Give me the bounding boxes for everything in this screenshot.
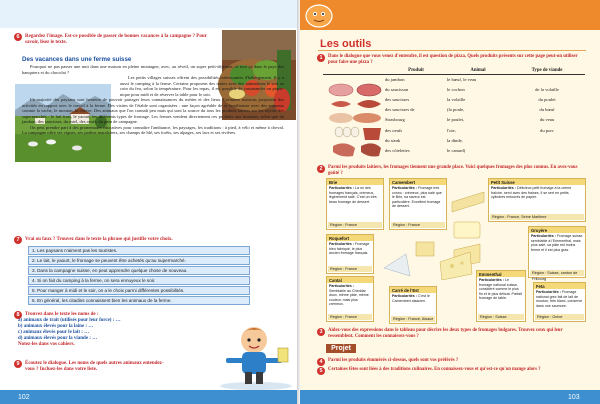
animal-cell: le canard) (447, 147, 466, 153)
article-paragraph: On peut prendre part à des promenades éducatives pour connaître l'ambiance, les paysages, les traditions : à pied, à vélo et même à cheval. La campagne offre ses vignes, ses jardins maraîchers, ses champs de blé, ses forêts, ses alpages, ses lacs et ses rivières. (22, 124, 284, 135)
cheese-name: Emmenthal (477, 271, 525, 277)
cheese-card-petit-suisse (488, 178, 586, 222)
animal-cell: (la poule, (447, 107, 465, 113)
animal-cell: la volaille (447, 96, 466, 102)
meat-type-cell: du porc (540, 127, 554, 133)
animal-cell: le bœuf, le veau (447, 76, 477, 82)
product-cell: du jambon (385, 76, 405, 82)
exercise-number: 6 (14, 33, 22, 41)
cartoon-child-illustration (196, 318, 296, 390)
right-page (300, 0, 600, 404)
statement-item: 4. Si on fait du camping à la ferme, on sera ennuyeux le soir. (28, 276, 250, 285)
cheese-name: Roquefort (327, 235, 373, 241)
cheese-card-camembert (389, 178, 447, 230)
table-header: Produit (385, 67, 447, 74)
exercise-4 (318, 358, 588, 364)
table-header: Animal (447, 67, 509, 74)
orange-character-icon (304, 2, 334, 28)
exercise-7-text: Vrai ou faux ? Trouvez dans le texte la phrase qui justifie votre choix. (25, 237, 173, 242)
cheese-card-gruyere (528, 226, 586, 281)
product-cell: des saucisses (385, 96, 410, 102)
cheese-card-feta (533, 282, 586, 322)
exercise-8-item: a) animaux de trait (utilisés pour leur force) : … (18, 318, 121, 323)
exercise-8-note: Notez-les dans vos cahiers. (18, 342, 75, 347)
exercise-1-text: Dans le dialogue que vous venez d'entendre, il est question de pizza. Quels produits présents sur cette page peut-on utiliser pour faire une pizza ? (328, 54, 578, 65)
exercise-7 (15, 237, 285, 243)
page-number: 102 (18, 394, 30, 401)
cheese-region: Région : France (328, 314, 372, 320)
statement-item: 3. Dans la campagne suisse, en peut apprendre quelque chose de nouveau. (28, 266, 250, 275)
exercise-8-item: b) animaux élevés pour la laine : … (18, 324, 94, 329)
bottom-band (300, 390, 600, 404)
article-paragraph: Pourquoi ne pas passer une nuit dans une maison en pleine montagne, avec, au réveil, un super petit-déjeuner, et tout ça dans le pays des banquiers et du chocolat ? (22, 64, 284, 75)
cheese-region: Région : France (328, 266, 372, 272)
meat-type-cell: de la volaille (535, 86, 559, 92)
top-band (300, 0, 600, 30)
cheese-name: Cantal (327, 277, 373, 283)
meat-type-cell (509, 145, 585, 155)
cheese-region: Région : Suisse, canton de Fribourg (530, 270, 584, 276)
exercise-2 (318, 165, 588, 177)
product-cell: du steak (385, 137, 401, 143)
product-cell: des oeufs (385, 127, 403, 133)
cheese-region: Région : France (328, 222, 382, 228)
cheese-description: Fromage suisse semblable à l'Emmenthal, mais plus salé, sa pâte est moins ferme et il est plus gras. (531, 234, 583, 252)
article-title: Des vacances dans une ferme suisse (22, 56, 132, 63)
cheese-description: Fromage national grec fait de lait de mouton, très blanc, conservé dans une saumure. (536, 290, 583, 308)
product-cell: Strasbourg (385, 117, 405, 123)
exercise-9-text: Écoutez le dialogue. Les noms de quels autres animaux entendez-vous ? Incluez-les dans votre liste. (25, 361, 164, 372)
particularities-label: Particularités : (536, 290, 561, 294)
exercise-number: 9 (14, 360, 22, 368)
table-header (323, 67, 385, 74)
animal-cell: le poulet, (447, 117, 465, 123)
cheese-description: La roi des fromages français, crémeux, légèrement salé. C'est un très beau fromage de dessert. (329, 186, 377, 204)
exercise-3-text: Aidez-vous des expressions dans le tableau pour décrire les deux types de fromages bulgares. Trouvez ceux qui leur ressemblent. Comment les connaissez-vous ? (328, 328, 563, 339)
cheese-name: Petit Suisse (489, 179, 585, 185)
particularities-label: Particularités : (531, 234, 556, 238)
exercise-1 (318, 54, 588, 66)
cheese-description: Fromage très connu : crémeux, plus salé que le Brie, sa saveur est particulière. Excellent fromage de dessert. (392, 186, 442, 208)
exercise-number: 1 (317, 54, 325, 62)
cheese-card-roquefort (326, 234, 374, 274)
projet-label: Projet (326, 344, 356, 353)
page-title: Les outils (320, 38, 372, 50)
statement-item: 5. Pour manger à midi et le soir, on a le choix parmi différentes possibilités. (28, 286, 250, 295)
title-divider (318, 50, 586, 51)
cheese-description: Délicieux petit fromage à la crème fraîche, servi avec des fraises. Il se sert en petits cylindres entourés de papier. (491, 186, 572, 199)
statement-item: 1. Les paysans n'aiment pas les touristes. (28, 246, 250, 255)
exercise-3 (318, 328, 588, 340)
meat-type-cell (509, 135, 585, 145)
cheese-region: Région : Grèce (535, 314, 584, 320)
product-cell: des saucisses de (385, 107, 415, 113)
cheese-description: Fromage bleu fabriqué, le plus ancien fromage français. (329, 242, 370, 255)
particularities-label: Particularités : (392, 186, 417, 190)
cheese-name: Brie (327, 179, 383, 185)
meat-type-cell: du veau (539, 117, 555, 123)
cheese-region: Région : France, Alsace (393, 317, 434, 321)
particularities-label: Particularités : (392, 294, 417, 298)
meat-type-cell: du bœuf (539, 107, 555, 113)
particularities-label: Particularités : (479, 278, 504, 282)
exercise-5-text: Certaines fêtes sont liées à des traditions culinaires. En connaissez-vous et qu'est-ce qu'on mange alors ? (328, 367, 541, 372)
particularities-label: Particularités : (491, 186, 516, 190)
meat-products-illustration (327, 82, 385, 160)
exercise-8-text: Trouvez dans le texte les noms de : (25, 312, 99, 317)
table-header: Type de viande (509, 67, 585, 74)
product-cell: du saucisson (385, 86, 409, 92)
exercise-number: 2 (317, 165, 325, 173)
particularities-label: Particularités : (329, 186, 354, 190)
page-number: 103 (568, 394, 580, 401)
animal-cell: l'oie, (447, 127, 456, 133)
cheese-description: Le fromage national suisse, considéré comme le plus fin et le plus délicat. Parfait fromage de table. (479, 278, 522, 300)
exercise-number: 4 (317, 358, 325, 366)
bottom-band (0, 390, 300, 404)
cheese-pictures (380, 232, 476, 286)
exercise-9 (15, 361, 165, 373)
exercise-6-text: Regardez l'image. Est-ce possible de passer de bonnes vacances à la campagne ? Pour savoir, lisez le texte. (25, 34, 207, 45)
exercise-number: 8 (14, 311, 22, 319)
particularities-label: Particularités : (329, 284, 354, 288)
top-band (0, 0, 300, 28)
product-cell: des côtelettes (385, 147, 410, 153)
exercise-5 (318, 367, 588, 373)
exercise-number: 7 (14, 236, 22, 244)
exercise-8-item: d) animaux élevés pour la viande : … (18, 336, 98, 341)
exercise-number: 5 (317, 367, 325, 375)
cheese-name: Carré de l'Est (390, 287, 436, 293)
cheese-card-carre-de-l-est (389, 286, 437, 324)
article-text (22, 64, 284, 136)
cheese-name: Feta (534, 283, 585, 289)
animal-cell: la dinde, (447, 137, 463, 143)
article-paragraph: La majorité des paysans sont heureux de pouvoir partager leurs connaissances du métier et des lieux. Certaines maisons proposent des activités en rapport avec le travail à la ferme. Des visites de l'étable sont organisées : une façon agréable de se familiariser avec des animaux comme la vache, le mouton, la chèvre. Des animaux que l'on connaît peu mais qui sont la source du tous les produits laitiers sur les rayons des supermarchés : le lait frais, le yaourt, les différents types de fromage. Les fermes vendent directement ces produits aux touristes, selon que du jambon, des saucisses, du miel, des oeufs, du pain de campagne. (22, 97, 284, 124)
cheese-region: Région : France, Seine Maritime (490, 214, 584, 220)
statement-item: 2. Le lait, le yaourt, le fromage se peuvent être achetés qu'au supermarché. (28, 256, 250, 265)
animal-cell: le cochon (447, 86, 465, 92)
exercise-8-item: c) animaux élevés pour le lait : … (18, 330, 90, 335)
cheese-name: Gruyère (529, 227, 585, 233)
meat-type-cell (509, 74, 585, 84)
meat-type-cell: du poulet (538, 96, 556, 102)
true-false-statements (28, 246, 250, 307)
statement-item: 6. En général, les citadins connaissent bien les animaux de la ferme. (28, 296, 250, 305)
cheese-description: C'est le Camembert alsacien. (392, 294, 430, 303)
exercise-8 (15, 312, 165, 348)
exercise-4-text: Parmi les produits énumérés ci-dessus, quels sont vos préférés ? (328, 358, 459, 363)
cheese-description: Semblable au Cheddar doux, même pâte, même couleur, mais plus crémeux. (329, 288, 369, 306)
exercise-6 (15, 34, 215, 46)
cheese-card-brie (326, 178, 384, 230)
exercise-2-text: Parmi les produits laitiers, les fromages tiennent une grande place. Voici quelques fromages des plus connus. En avez-vous goûté ? (328, 165, 578, 176)
cheese-region: Région : Suisse (478, 314, 524, 320)
exercise-number: 3 (317, 328, 325, 336)
particularities-label: Particularités : (329, 242, 354, 246)
cheese-card-cantal (326, 276, 374, 322)
cheese-region: Région : France (391, 222, 445, 228)
article-paragraph: Les petits villages suisses offrent des possibilités intéressantes d'hébergement. Il y a aussi le camping à la ferme. Certains proposent des tentes avec des animations le soir au coin du feu, selon la température. Pour les repas, il est possible de commander un pique-nique pour midi et de réserver la table pour le soir. (120, 75, 284, 97)
cheese-name: Camembert (390, 179, 446, 185)
